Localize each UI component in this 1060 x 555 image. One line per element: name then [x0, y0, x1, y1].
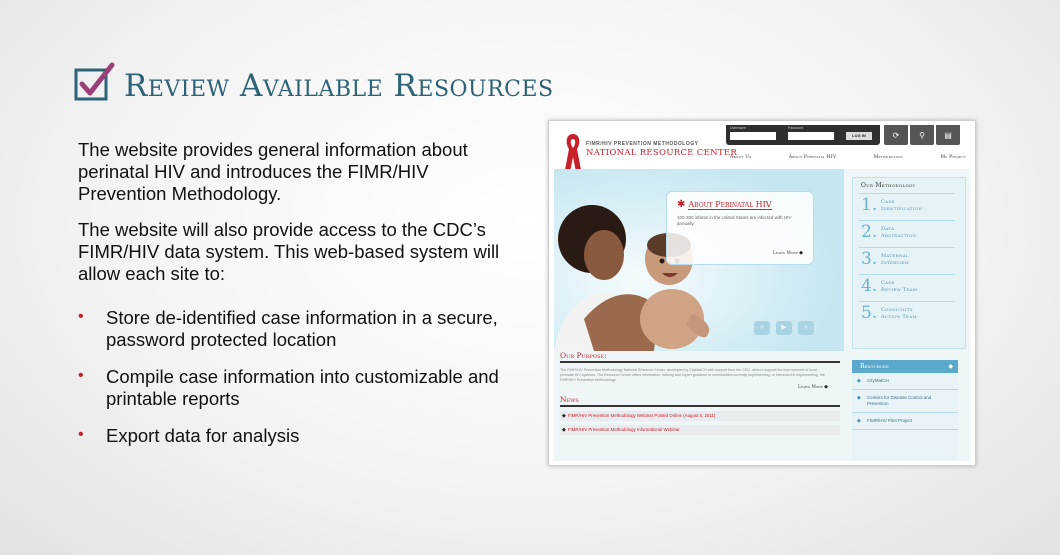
diamond-arrow-icon: ◆	[824, 384, 828, 390]
username-field[interactable]	[730, 132, 776, 140]
about-card-text: 100-300 infants in the United States are infected with HIV annually.	[677, 215, 792, 226]
nav-about-us[interactable]: About Us	[730, 155, 752, 160]
slide-title-row	[74, 68, 554, 104]
about-perinatal-hiv-card	[666, 191, 814, 265]
document-icon[interactable]: ▤	[936, 125, 960, 145]
resource-link[interactable]: ◆ FIMR/HIV Pilot Project	[852, 413, 958, 430]
site-subtitle: FIMR/HIV PREVENTION METHODOLOGY	[586, 141, 699, 147]
hero-banner	[554, 169, 844, 351]
capability-list	[78, 307, 518, 447]
bullet-icon: •	[78, 308, 84, 325]
nav-my-project[interactable]: My Project	[940, 155, 966, 160]
carousel-next-button[interactable]: »	[798, 321, 814, 335]
password-field[interactable]	[788, 132, 834, 140]
diamond-icon: ◆	[948, 363, 953, 370]
purpose-text: The FIMR/HIV Prevention Methodology National Resource Center, developed by CityMatCH with support from the CDC, aims to support the improvement of local perinatal HIV systems. The Resource Center offers information, training and expert guidance to communities currently implementing, or interested in implementing, the FIMR/HIV Prevention Methodology.	[560, 368, 825, 382]
site-header	[554, 125, 970, 169]
list-item: • Export data for analysis	[78, 425, 300, 446]
purpose-title: Our Purpose:	[560, 351, 840, 363]
diamond-bullet-icon: ◆	[857, 378, 861, 384]
methodology-step[interactable]: 2. Data Abstraction	[859, 220, 955, 247]
diamond-bullet-icon: ◆	[562, 427, 566, 433]
bullet-icon: •	[78, 426, 84, 443]
resource-link[interactable]: ◆ CityMatCH	[852, 373, 958, 390]
purpose-learn-more-link[interactable]: Learn More ◆	[797, 384, 828, 390]
carousel-play-button[interactable]: ▶	[776, 321, 792, 335]
methodology-step[interactable]: 1. Case Identification	[859, 193, 955, 220]
list-item: • Store de-identified case information in a secure, password protected location	[78, 307, 498, 350]
resource-link[interactable]: ◆ Centers for Disease Control and Prevention	[852, 390, 958, 413]
resources-panel	[852, 360, 958, 460]
carousel-prev-button[interactable]: «	[754, 321, 770, 335]
slide-body	[78, 139, 518, 462]
nav-about-perinatal-hiv[interactable]: About Perinatal HIV	[788, 155, 837, 160]
bullet-icon: •	[78, 367, 84, 384]
site-nav	[730, 155, 966, 160]
slide-title: Review Available Resources	[124, 68, 554, 104]
news-item[interactable]: ◆ FIMR/HIV Prevention Methodology Webinar Posted Online (August 5, 2011)	[560, 411, 840, 421]
ribbon-star-icon: ✱	[677, 199, 686, 210]
password-label: Password	[788, 126, 804, 130]
about-card-title[interactable]: ✱ About Perinatal HIV	[677, 199, 772, 210]
diamond-bullet-icon: ◆	[562, 413, 566, 419]
resources-header: Resources ◆	[852, 360, 958, 373]
search-icon[interactable]: ⚲	[910, 125, 934, 145]
diamond-arrow-icon: ◆	[799, 250, 804, 256]
methodology-panel	[852, 177, 966, 349]
methodology-step[interactable]: 3. Maternal Interview	[859, 247, 955, 274]
carousel-controls	[754, 321, 820, 335]
login-bar	[726, 125, 880, 145]
application-icon[interactable]: ⟳	[884, 125, 908, 145]
diamond-bullet-icon: ◆	[857, 418, 861, 424]
website-screenshot	[548, 120, 976, 466]
access-paragraph: The website will also provide access to the CDC’s FIMR/HIV data system. This web-based system will allow each site to:	[78, 219, 500, 284]
news-item[interactable]: ◆ FIMR/HIV Prevention Methodology Informational Webinar	[560, 425, 840, 435]
about-learn-more-link[interactable]: Learn More ◆	[773, 250, 804, 256]
methodology-step[interactable]: 5. Community Action Team	[859, 301, 955, 328]
site-name: NATIONAL RESOURCE CENTER	[586, 148, 738, 158]
intro-paragraph: The website provides general information about perinatal HIV and introduces the FIMR/HIV Prevention Methodology.	[78, 139, 468, 204]
news-title: News	[560, 395, 840, 407]
login-button[interactable]: LOG IN	[846, 132, 872, 140]
username-label: Username	[730, 126, 747, 130]
diamond-bullet-icon: ◆	[857, 395, 861, 401]
methodology-step[interactable]: 4. Case Review Team	[859, 274, 955, 301]
checked-checkbox-icon	[74, 68, 110, 104]
nav-methodology[interactable]: Methodology	[873, 155, 904, 160]
methodology-title: Our Methodology	[861, 182, 916, 189]
purpose-section	[560, 351, 840, 435]
list-item: • Compile case information into customizable and printable reports	[78, 366, 499, 409]
header-icon-bar	[882, 125, 960, 147]
